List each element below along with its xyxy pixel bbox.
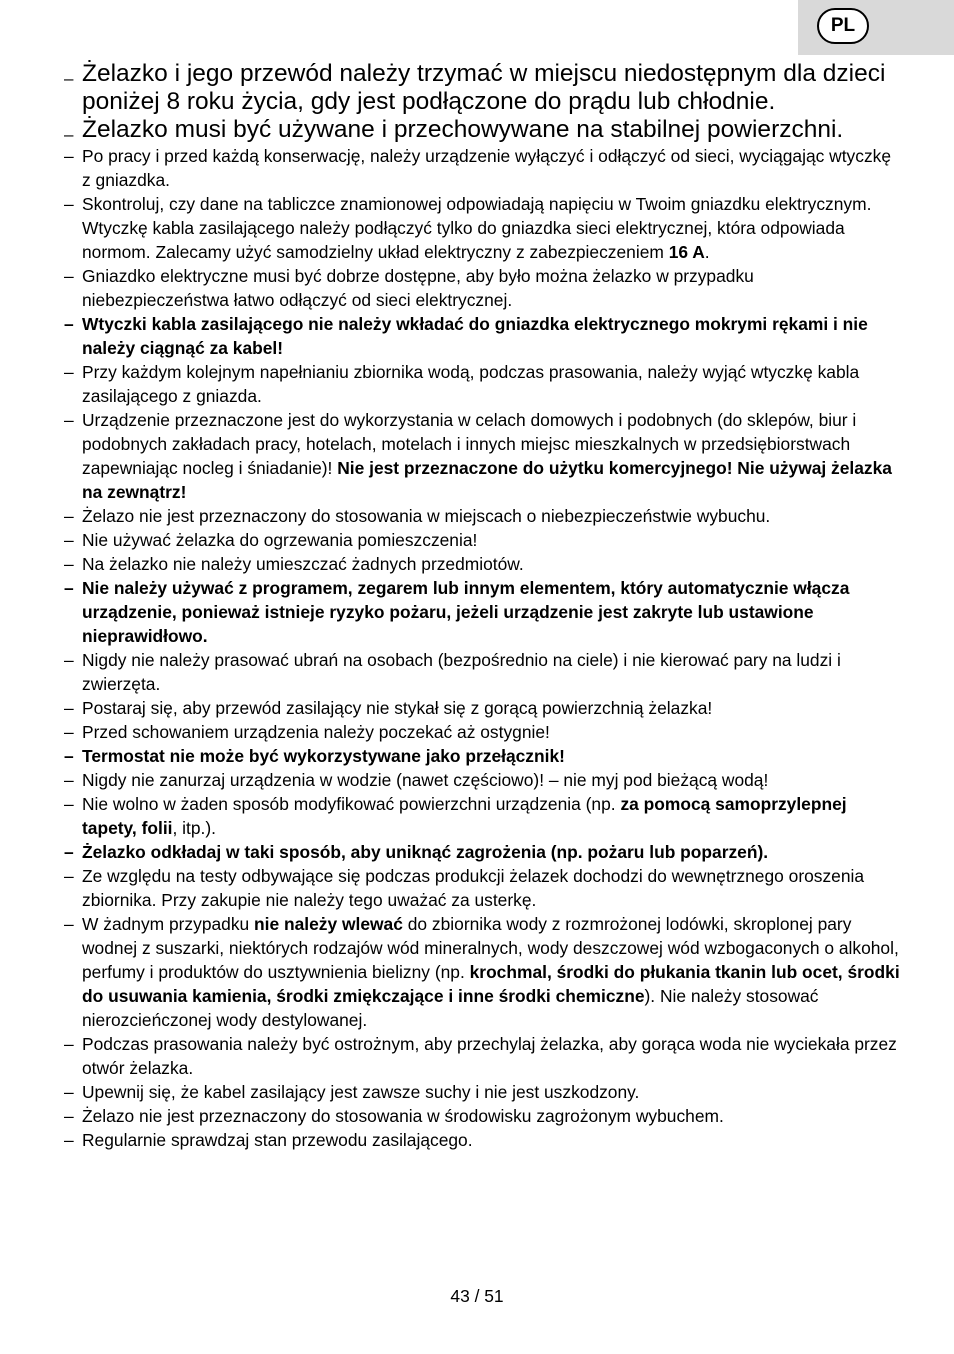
list-item <box>62 1032 902 1080</box>
item-text: 16 A <box>668 242 705 262</box>
list-item <box>62 1128 902 1152</box>
list-item <box>62 648 902 696</box>
language-badge: PL <box>817 8 869 44</box>
item-text: Po pracy i przed każdą konserwację, należy urządzenie wyłączyć i odłączyć od sieci, wyciągając wtyczkę z gniazdka. <box>82 146 892 190</box>
item-text: Żelazo nie jest przeznaczony do stosowania w środowisku zagrożonym wybuchem. <box>82 1106 724 1126</box>
list-item <box>62 744 902 768</box>
item-text: Postaraj się, aby przewód zasilający nie stykał się z gorącą powierzchnią żelazka! <box>82 698 713 718</box>
item-text: . <box>704 242 710 262</box>
item-text: W żadnym przypadku <box>82 914 255 934</box>
item-text: Nie należy używać z programem, zegarem lub innym elementem, który automatycznie włącza urządzenie, ponieważ istnieje ryzyko pożaru, jeżeli urządzenie jest zakryte lub ustawione nieprawidłowo. <box>82 578 850 646</box>
list-item <box>62 144 902 192</box>
list-item <box>62 504 902 528</box>
list-item <box>62 192 902 264</box>
item-text: Urządzenie przeznaczone jest do wykorzystania w celach domowych i podobnych (do sklepów, biur i podobnych zakładach pracy, hotelach, motelach i innych miejsc mieszkalnych w przedsiębiorstwach zapewniając nocleg i śniadanie)! <box>82 410 857 478</box>
item-text: do zbiornika wody z rozmrożonej lodówki, skroplonej pary wodnej z suszarki, niektórych rodzajów wód mineralnych, wody deszczowej wód wzbogaconych o alkohol, perfumy i produktów do usztywnienia bielizny (np. <box>82 914 899 982</box>
list-item <box>62 768 902 792</box>
bullet-dash: – <box>64 578 74 598</box>
list-item <box>62 912 902 1032</box>
list-item <box>62 552 902 576</box>
language-tab <box>798 0 954 55</box>
bullet-dash: – <box>64 146 74 166</box>
bullet-dash: – <box>64 722 74 742</box>
list-item <box>62 792 902 840</box>
item-text: Żelazko musi być używane i przechowywane na stabilnej powierzchni. <box>82 116 844 143</box>
bullet-dash: – <box>64 914 74 934</box>
item-text: Nie wolno w żaden sposób modyfikować powierzchni urządzenia (np. <box>82 794 621 814</box>
list-item <box>62 864 902 912</box>
bullet-dash: – <box>64 1082 74 1102</box>
bullet-dash: – <box>64 1034 74 1054</box>
list-item <box>62 60 902 116</box>
list-item <box>62 264 902 312</box>
list-item <box>62 840 902 864</box>
item-text: Upewnij się, że kabel zasilający jest zawsze suchy i nie jest uszkodzony. <box>82 1082 640 1102</box>
list-item <box>62 312 902 360</box>
list-item <box>62 1104 902 1128</box>
item-text: Na żelazko nie należy umieszczać żadnych przedmiotów. <box>82 554 524 574</box>
item-text: Termostat nie może być wykorzystywane jako przełącznik! <box>82 746 565 766</box>
bullet-dash: – <box>64 194 74 214</box>
item-text: nie należy wlewać <box>254 914 403 934</box>
bullet-dash: – <box>64 530 74 550</box>
list-item <box>62 576 902 648</box>
bullet-dash: – <box>64 770 74 790</box>
bullet-dash: – <box>64 506 74 526</box>
bullet-dash: – <box>64 650 74 670</box>
list-item <box>62 528 902 552</box>
item-text: ). Nie należy stosować nierozcieńczonej wody destylowanej. <box>82 986 819 1030</box>
item-text: Ze względu na testy odbywające się podczas produkcji żelazek dochodzi do wewnętrznego oroszenia zbiornika. Przy zakupie nie należy tego uważać za usterkę. <box>82 866 865 910</box>
item-text: Żelazo nie jest przeznaczony do stosowania w miejscach o niebezpieczeństwie wybuchu. <box>82 506 771 526</box>
list-item <box>62 696 902 720</box>
list-item <box>62 720 902 744</box>
item-text: Przed schowaniem urządzenia należy poczekać aż ostygnie! <box>82 722 550 742</box>
bullet-dash: – <box>64 1106 74 1126</box>
bullet-dash: – <box>64 410 74 430</box>
item-text: Żelazko i jego przewód należy trzymać w miejscu niedostępnym dla dzieci poniżej 8 roku życia, gdy jest podłączone do prądu lub chłodnie. <box>82 60 886 115</box>
item-text: Wtyczki kabla zasilającego nie należy wkładać do gniazdka elektrycznego mokrymi rękami i nie należy ciągnąć za kabel! <box>82 314 868 358</box>
list-item <box>62 116 902 144</box>
safety-instructions-list <box>62 60 902 1152</box>
bullet-dash: – <box>64 746 74 766</box>
item-text: Gniazdko elektryczne musi być dobrze dostępne, aby było można żelazko w przypadku niebezpieczeństwa łatwo odłączyć od sieci elektrycznej. <box>82 266 754 310</box>
bullet-dash: – <box>64 842 74 862</box>
bullet-dash: – <box>64 69 74 88</box>
item-text: Regularnie sprawdzaj stan przewodu zasilającego. <box>82 1130 473 1150</box>
bullet-dash: – <box>64 1130 74 1150</box>
item-text: Nie używać żelazka do ogrzewania pomieszczenia! <box>82 530 478 550</box>
bullet-dash: – <box>64 266 74 286</box>
list-item <box>62 1080 902 1104</box>
bullet-dash: – <box>64 125 74 144</box>
item-text: , itp.). <box>172 818 217 838</box>
page-number: 43 / 51 <box>450 1286 504 1306</box>
item-text: Podczas prasowania należy być ostrożnym, aby przechylaj żelazka, aby gorąca woda nie wyciekała przez otwór żelazka. <box>82 1034 897 1078</box>
item-text: za pomocą samoprzylepnej tapety, folii <box>82 794 847 838</box>
item-text: Przy każdym kolejnym napełnianiu zbiornika wodą, podczas prasowania, należy wyjąć wtyczkę kabla zasilającego z gniazda. <box>82 362 860 406</box>
bullet-dash: – <box>64 794 74 814</box>
item-text: Żelazko odkładaj w taki sposób, aby uniknąć zagrożenia (np. pożaru lub poparzeń). <box>82 842 769 862</box>
item-text: Nigdy nie zanurzaj urządzenia w wodzie (nawet częściowo)! – nie myj pod bieżącą wodą! <box>82 770 769 790</box>
item-text: Nie jest przeznaczone do użytku komercyjnego! Nie używaj żelazka na zewnątrz! <box>82 458 892 502</box>
bullet-dash: – <box>64 362 74 382</box>
item-text: krochmal, środki do płukania tkanin lub ocet, środki do usuwania kamienia, środki zmiękczające i inne środki chemiczne <box>82 962 900 1006</box>
item-text: Skontroluj, czy dane na tabliczce znamionowej odpowiadają napięciu w Twoim gniazdku elektrycznym. Wtyczkę kabla zasilającego należy podłączyć tylko do gniazdka sieci elektrycznej, która odpowiada normom. Zalecamy użyć samodzielny układ elektryczny z zabezpieczeniem <box>82 194 872 262</box>
bullet-dash: – <box>64 554 74 574</box>
list-item <box>62 360 902 408</box>
item-text: Nigdy nie należy prasować ubrań na osobach (bezpośrednio na ciele) i nie kierować pary na ludzi i zwierzęta. <box>82 650 841 694</box>
list-item <box>62 408 902 504</box>
bullet-dash: – <box>64 866 74 886</box>
bullet-dash: – <box>64 698 74 718</box>
bullet-dash: – <box>64 314 74 334</box>
